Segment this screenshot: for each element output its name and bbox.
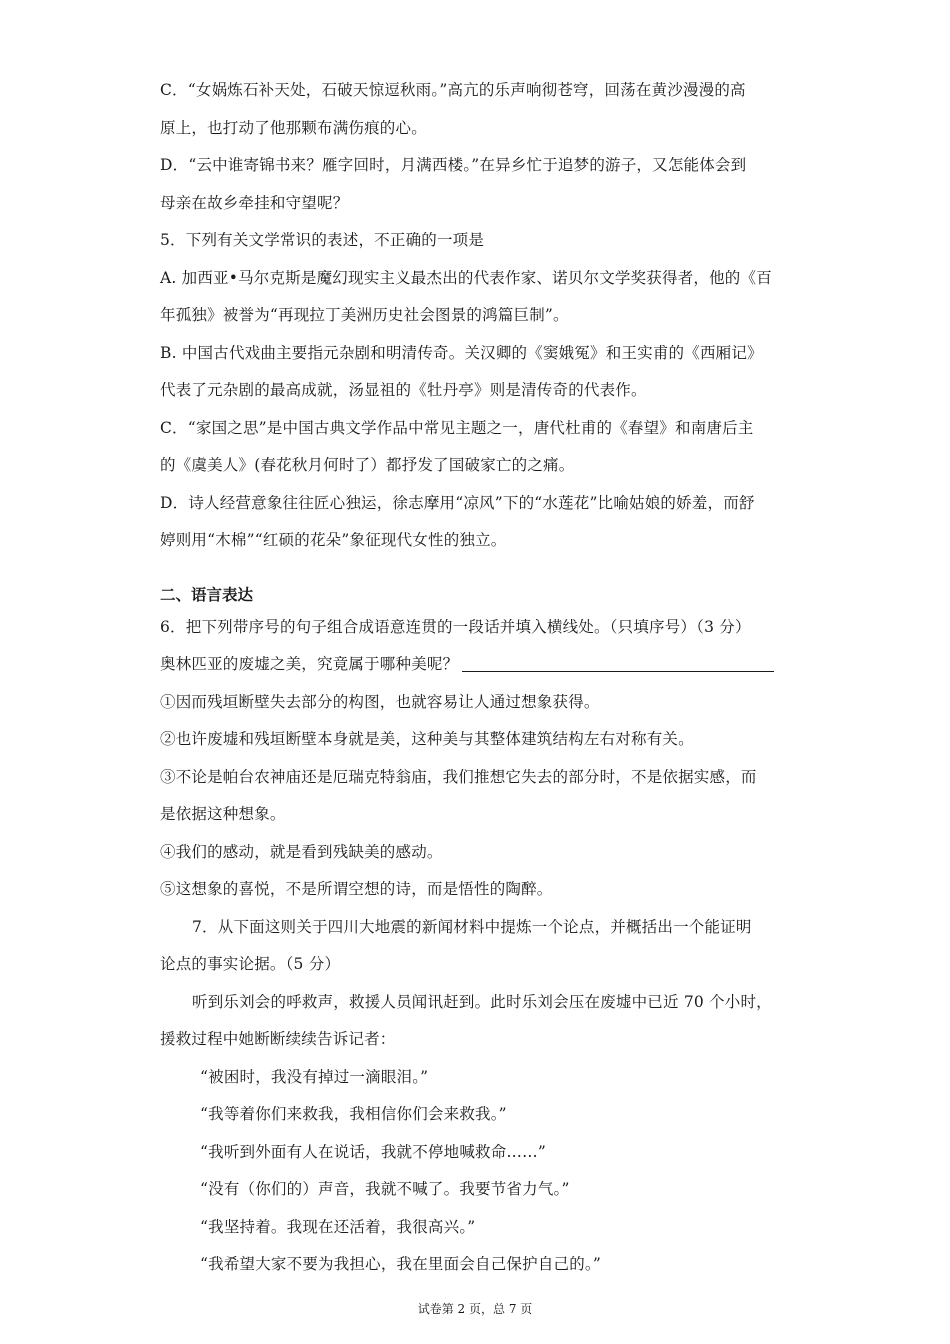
q6-item-1: ①因而残垣断壁失去部分的构图，也就容易让人通过想象获得。 <box>160 692 600 711</box>
q5-option-b-line2: 代表了元杂剧的最高成就，汤显祖的《牡丹亭》则是清传奇的代表作。 <box>160 381 647 399</box>
q7-quote-1: “被困时，我没有掉过一滴眼泪。” <box>200 1067 429 1086</box>
q7-material-line1: 听到乐刘会的呼救声，救援人员闻讯赶到。此时乐刘会压在废墟中已近 70 个小时， <box>192 992 772 1011</box>
q6-item-3-line2: 是依据这种想象。 <box>160 805 286 823</box>
q5-option-b-line1: B. 中国古代戏曲主要指元杂剧和明清传奇。关汉卿的《窦娥冤》和王实甫的《西厢记》 <box>160 343 763 362</box>
q5-option-a-line1: A. 加西亚•马尔克斯是魔幻现实主义最杰出的代表作家、诺贝尔文学奖获得者，他的《百 <box>160 268 772 287</box>
q6-stem: 6．把下列带序号的句子组合成语意连贯的一段话并填入横线处。（只填序号）（3 分） <box>160 617 751 636</box>
q6-item-4: ④我们的感动，就是看到残缺美的感动。 <box>160 842 443 861</box>
page-footer: 试卷第 2 页，总 7 页 <box>417 1302 533 1316</box>
q4-option-c-line1: C．“女娲炼石补天处，石破天惊逗秋雨。”高亢的乐声响彻苍穹，回荡在黄沙漫漫的高 <box>160 81 746 99</box>
q6-lead-text: 奥林匹亚的废墟之美，究竟属于哪种美呢？ <box>160 655 459 673</box>
section-gap <box>160 560 792 581</box>
q4-option-d-line2: 母亲在故乡牵挂和守望呢？ <box>160 193 349 212</box>
q5-stem: 5．下列有关文学常识的表述，不正确的一项是 <box>160 231 485 249</box>
section-heading: 二、语言表达 <box>160 585 254 604</box>
q6-item-5: ⑤这想象的喜悦，不是所谓空想的诗，而是悟性的陶醉。 <box>160 880 553 898</box>
q7-quote-5: “我坚持着。我现在还活着，我很高兴。” <box>200 1217 476 1236</box>
q5-option-c-line1: C．“家国之思”是中国古典文学作品中常见主题之一，唐代杜甫的《春望》和南唐后主 <box>160 418 754 437</box>
q6-item-2: ②也许废墟和残垣断壁本身就是美，这种美与其整体建筑结构左右对称有关。 <box>160 730 694 748</box>
q6-lead <box>160 646 792 684</box>
q5-option-d-line2: 婷则用“木棉”“红硕的花朵”象征现代女性的独立。 <box>160 531 507 549</box>
q7-quote-6: “我希望大家不要为我担心，我在里面会自己保护自己的。” <box>200 1255 601 1273</box>
q7-material-line2: 援救过程中她断断续续告诉记者： <box>160 1030 396 1048</box>
q5-option-a-line2: 年孤独》被誉为“再现拉丁美洲历史社会图景的鸿篇巨制”。 <box>160 306 569 324</box>
q4-option-d-line1: D．“云中谁寄锦书来？雁字回时，月满西楼。”在异乡忙于追梦的游子，又怎能体会到 <box>160 156 747 174</box>
q5-option-c-line2: 的《虞美人》(春花秋月何时了）都抒发了国破家亡的之痛。 <box>160 456 575 474</box>
answer-blank-line[interactable] <box>462 649 774 672</box>
q7-stem-line1: 7．从下面这则关于四川大地震的新闻材料中提炼一个论点，并概括出一个能证明 <box>192 917 752 936</box>
q6-item-3-line1: ③不论是帕台农神庙还是厄瑞克特翁庙，我们推想它失去的部分时，不是依据实感，而 <box>160 767 757 786</box>
q7-quote-2: “我等着你们来救我，我相信你们会来救我。” <box>200 1105 507 1123</box>
q5-option-d-line1: D．诗人经营意象往往匠心独运，徐志摩用“凉风”下的“水莲花”比喻姑娘的娇羞，而舒 <box>160 493 755 512</box>
q7-quote-3: “我听到外面有人在说话，我就不停地喊救命……” <box>200 1142 546 1161</box>
q4-option-c-line2: 原上，也打动了他那颗布满伤痕的心。 <box>160 118 427 137</box>
exam-page <box>160 72 792 1284</box>
q7-stem-line2: 论点的事实论据。（5 分） <box>160 955 341 973</box>
q7-quote-4: “没有（你们的）声音，我就不喊了。我要节省力气。” <box>200 1180 570 1198</box>
